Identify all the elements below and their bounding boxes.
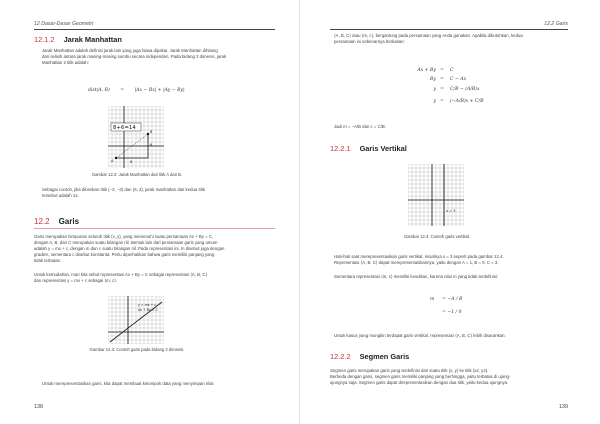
sum-label: 8+6=14 xyxy=(113,125,136,132)
representation-paragraph xyxy=(34,272,279,284)
derivation-eq: = xyxy=(440,68,444,73)
example-paragraph xyxy=(42,187,282,199)
text-line: Manhattan 2 titik adalah: xyxy=(42,60,89,66)
derivation-rhs: C/B − (A/B)x xyxy=(450,87,480,92)
slope-paragraph: Sementara representasi ⟨m, c⟩ memiliki kesulitan, karena nilai m yang tidak terdefinisi: xyxy=(334,274,499,279)
segment-paragraph xyxy=(330,368,578,386)
formula-rhs: |Ax − Bx| + |Ay − By| xyxy=(134,88,185,93)
slope-eq2: = −1 / 0 xyxy=(442,310,462,315)
derivation-eq: = xyxy=(440,87,444,92)
derivation-lhs: Ax + By xyxy=(417,68,436,73)
intro-paragraph xyxy=(334,33,574,45)
page-number: 138 xyxy=(34,404,43,410)
section-number: 12.2.2 xyxy=(330,352,351,361)
text-line: Berbeda dengan garis, segmen garis memiliki panjang yang berhingga, yaitu terbatas di ujung- xyxy=(330,374,511,380)
section-number: 12.1.2 xyxy=(34,35,55,44)
derivation-eq: = xyxy=(440,77,444,82)
derivation-rhs: (−A/B)x + C/B xyxy=(450,99,484,104)
label-6: 6 xyxy=(150,143,153,147)
page-number: 139 xyxy=(559,404,568,410)
vertical-line-label: x = 3 xyxy=(446,209,456,213)
line-label-slope: y = mx + c xyxy=(138,303,157,307)
text-line: adalah y = mx + c, dengan m dan c suatu bilangan riil. Pada representasi ini, m disebut juga dengan xyxy=(34,246,225,252)
text-line: ujungnya saja. Segmen garis dapat direpresentasikan dengan dua titik, yaitu kedua ujungnya. xyxy=(330,380,509,386)
text-line: Garis merupakan himpunan seluruh titik (x, y), yang memenuhi suatu persamaan Ax + By = C, xyxy=(34,234,214,239)
label-8: 8 xyxy=(130,160,133,164)
header-rule xyxy=(330,29,568,30)
point-a xyxy=(115,157,117,159)
text-line: tersebut adalah 14. xyxy=(42,193,79,199)
figure-caption: Gambar 12.2: Jarak Manhattan dari titik A dan B. xyxy=(91,172,183,177)
text-line: dari selisih antara jarak masing-masing sumbu secara independen. Pada bidang 2 dimensi, jarak xyxy=(42,54,227,60)
right-page xyxy=(300,0,600,424)
manhattan-formula xyxy=(88,88,185,93)
figure-caption: Gambar 12.3: Contoh garis pada bidang 2 dimensi. xyxy=(89,347,185,352)
vertical-line-figure xyxy=(408,164,464,226)
slope-eq1: = −A / B xyxy=(442,297,463,302)
text-line: dengan A, B, dan C merupakan suatu bilangan riil. Bentuk lain dari persamaan garis yang umum xyxy=(34,240,218,246)
running-head: 12.2 Garis xyxy=(544,21,568,27)
point-b xyxy=(147,133,149,135)
vertical-paragraph xyxy=(334,254,579,266)
conclusion: Jadi m = −A/B dan c = C/B. xyxy=(334,124,386,129)
text-line: ⟨A, B, C⟩ atau ⟨m, c⟩, bergantung pada persamaan yang Anda gunakan. Apabila dibutuhkan, kedua xyxy=(334,33,523,38)
section-title: Garis Vertikal xyxy=(359,144,407,153)
grid xyxy=(408,164,464,226)
manhattan-paragraph xyxy=(42,48,282,66)
derivation-eq: = xyxy=(440,99,444,104)
text-line: Jarak Manhattan adalah definisi jarak lain yang juga biasa dipakai. Jarak Manhattan dihitung xyxy=(42,48,218,53)
section-title: Jarak Manhattan xyxy=(63,35,122,44)
line-figure xyxy=(108,296,164,344)
slope-lhs: m xyxy=(430,297,435,302)
figure-caption: Gambar 12.4: Contoh garis vertikal. xyxy=(403,234,471,239)
manhattan-figure xyxy=(108,106,164,168)
section-rule xyxy=(34,228,275,229)
section-title: Garis xyxy=(58,217,80,226)
line-label-general: Ax + By = C xyxy=(138,308,158,312)
text-line: Untuk kemudahan, mari kita sebut representasi Ax + By = C sebagai representasi ⟨A, B, C⟩ xyxy=(34,272,208,277)
derivation-lhs: y xyxy=(433,99,436,104)
text-line: tidak terbatas. xyxy=(34,258,61,264)
text-line: Segmen garis merupakan garis yang terdefinisi dari suatu titik (x, y) ke titik (x2, y2). xyxy=(330,368,489,373)
section-number: 12.2 xyxy=(34,217,50,226)
section-title: Segmen Garis xyxy=(359,352,410,361)
text-line: Sebagai contoh, jika diberikan titik (−2, −3) dan (6, 3), jarak manhattan dari kedua titik xyxy=(42,187,205,192)
text-line: dan representasi y = mx + c sebagai ⟨m, c⟩. xyxy=(34,278,118,284)
derivation-rhs: C xyxy=(450,68,454,73)
header-rule xyxy=(34,29,275,30)
section-number: 12.2.1 xyxy=(330,144,351,153)
derivation-lhs: By xyxy=(430,77,436,82)
label-a: A xyxy=(111,159,114,163)
section-heading-segmen xyxy=(330,352,409,361)
recommendation-paragraph: Untuk kasus yang mungkin terdapat garis vertikal, representasi ⟨A, B, C⟩ lebih disarankan. xyxy=(334,333,506,338)
tail-paragraph: Untuk merepresentasikan garis, kita dapat membuat kelompok data yang menyimpan nilai xyxy=(42,381,214,386)
garis-paragraph xyxy=(34,234,279,264)
running-head: 12 Dasar-Dasar Geometri xyxy=(34,21,94,27)
text-line: gradien, sementara c disebut konstanta. Perlu diperhatikan bahwa garis memiliki panjang yang xyxy=(34,252,215,258)
label-b: B xyxy=(150,130,153,134)
text-line: Representasi ⟨A, B, C⟩ dapat merepresentasikannya, yaitu dengan A = 1, B = 0, C = 3. xyxy=(334,260,499,266)
section-heading-garis xyxy=(34,217,79,226)
text-line: Hati-hati saat merepresentasikan garis vertikal, misalnya x = 3 seperti pada gambar 12.4. xyxy=(334,254,504,259)
derivation-lhs: y xyxy=(433,87,436,92)
derivation-rhs: C − Ax xyxy=(450,77,467,82)
text-line: persamaan ini sebenarnya berkaitan: xyxy=(334,39,405,45)
formula-lhs: dist(A, B) xyxy=(88,88,110,93)
formula-eq: = xyxy=(120,88,125,93)
section-heading-vertikal xyxy=(330,144,407,153)
section-heading-manhattan xyxy=(34,35,122,44)
